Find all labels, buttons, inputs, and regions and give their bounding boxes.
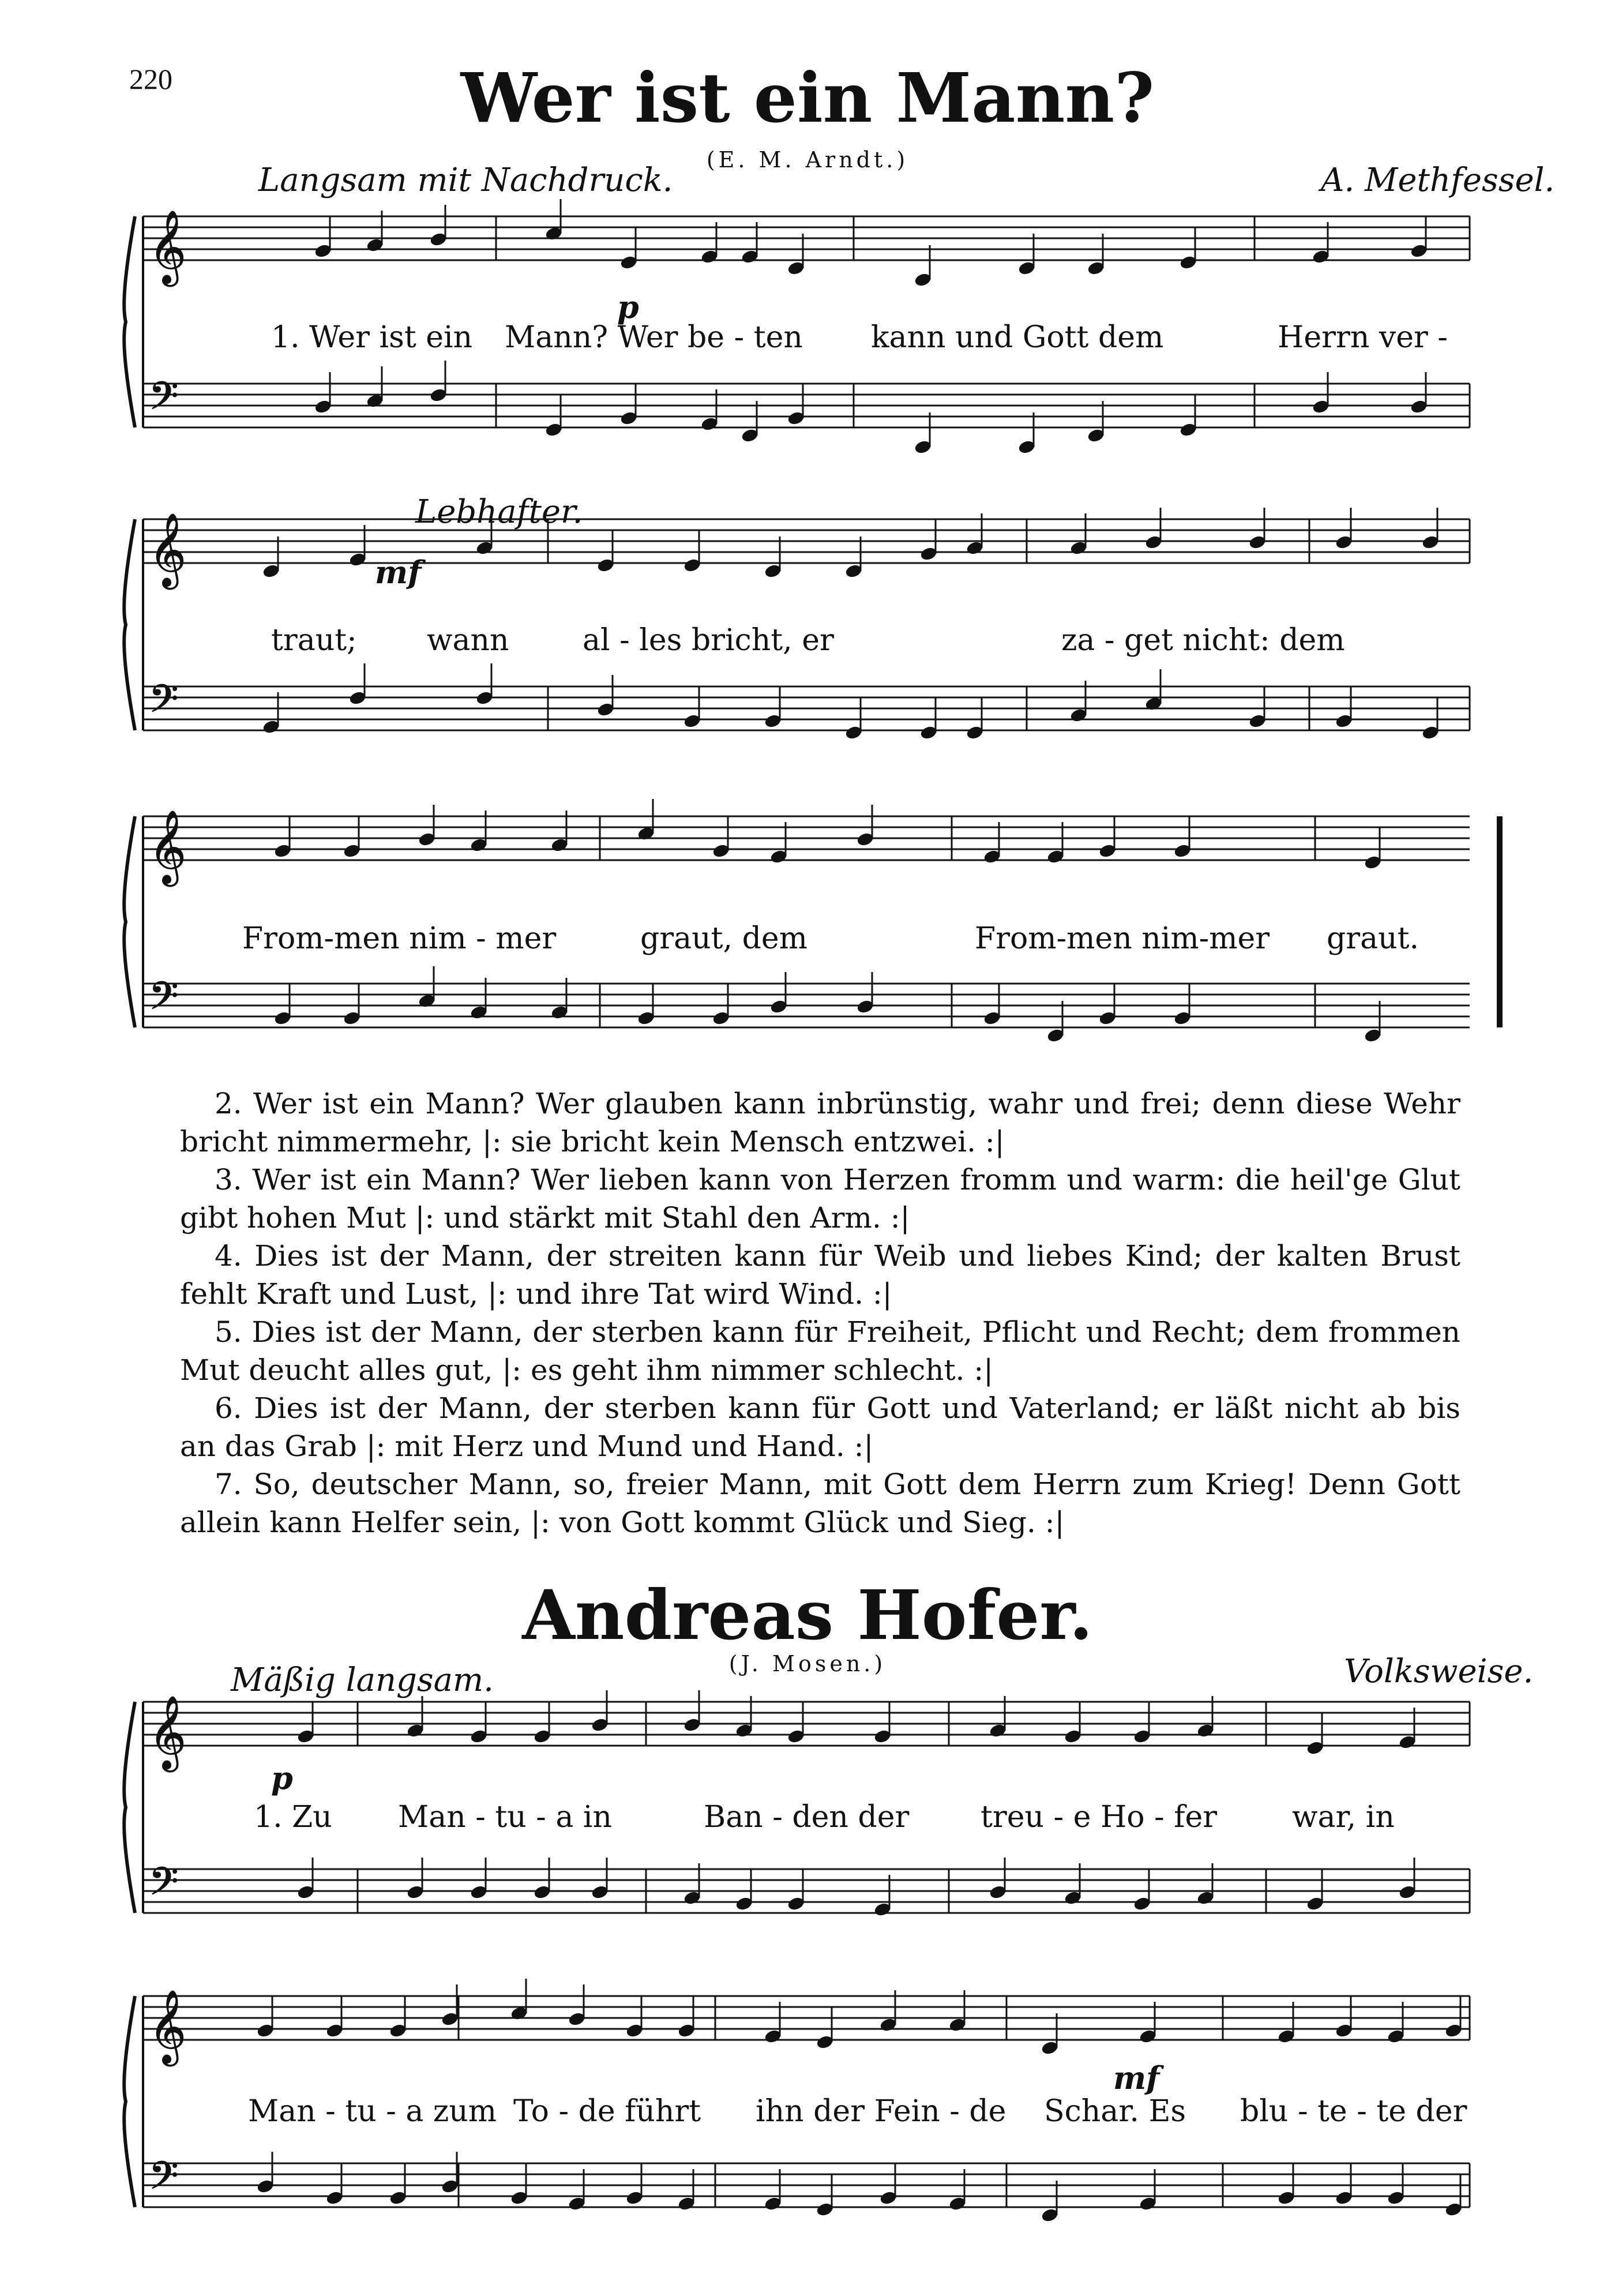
verses-block bbox=[180, 1085, 1460, 1541]
lyricist-arndt: (E. M. Arndt.) bbox=[706, 147, 909, 172]
lyric-segment: Ban - den der bbox=[704, 1800, 910, 1834]
page-number: 220 bbox=[129, 63, 172, 95]
treble-clef-icon: 𝄞 bbox=[149, 209, 187, 283]
verse-3: 3. Wer ist ein Mann? Wer lieben kann von Herzen fromm und warm: die heil'ge Glut gibt hohen Mut |: und stärkt mit Stahl den Arm. :| bbox=[180, 1163, 1460, 1235]
song-title-wer-ist-ein-mann: Wer ist ein Mann? bbox=[460, 58, 1155, 138]
lyric-segment: za - get nicht: dem bbox=[1061, 623, 1345, 658]
treble-clef-icon: 𝄞 bbox=[149, 1989, 187, 2063]
treble-clef-icon: 𝄞 bbox=[149, 809, 187, 883]
lyric-segment: al - les bricht, er bbox=[583, 623, 834, 658]
verse-6: 6. Dies ist der Mann, der sterben kann für Gott und Vaterland; er läßt nicht ab bis an das Grab |: mit Herz und Mund und Hand. :| bbox=[180, 1391, 1460, 1463]
treble-staff bbox=[143, 1702, 1470, 1746]
tempo-marking-1: Langsam mit Nachdruck. bbox=[258, 162, 673, 199]
tempo-marking-lebhafter: Lebhafter. bbox=[415, 493, 583, 531]
brace bbox=[124, 816, 135, 1027]
lyric-segment: graut, dem bbox=[640, 921, 807, 956]
lyricist-mosen: (J. Mosen.) bbox=[728, 1651, 887, 1676]
lyric-segment: ihn der Fein - de bbox=[756, 2094, 1006, 2129]
bass-staff bbox=[143, 384, 1470, 427]
lyric-segment: To - de führt bbox=[513, 2094, 701, 2129]
lyric-segment: blu - te - te der bbox=[1240, 2094, 1467, 2129]
lyric-segment: From-men nim - mer bbox=[242, 921, 557, 956]
verse-4: 4. Dies ist der Mann, der streiten kann für Weib und liebes Kind; der kalten Brust fehlt Kraft und Lust, |: und ihre Tat wird Wind. :| bbox=[180, 1239, 1460, 1311]
treble-staff bbox=[143, 216, 1470, 260]
lyric-segment: Man - tu - a zum bbox=[248, 2094, 497, 2129]
brace bbox=[124, 216, 135, 427]
verse-7: 7. So, deutscher Mann, so, freier Mann, mit Gott dem Herrn zum Krieg! Denn Gott allein kann Helfer sein, |: von Gott kommt Glück und Sieg. :| bbox=[180, 1468, 1460, 1539]
treble-clef-icon: 𝄞 bbox=[149, 512, 187, 586]
lyric-segment: kann und Gott dem bbox=[871, 320, 1164, 355]
lyric-segment: graut. bbox=[1327, 921, 1419, 956]
bass-clef-icon: 𝄢 bbox=[149, 677, 179, 730]
verse-2: 2. Wer ist ein Mann? Wer glauben kann inbrünstig, wahr und frei; denn diese Wehr bricht nimmermehr, |: sie bricht kein Mensch entzwei. :| bbox=[180, 1087, 1460, 1158]
lyric-segment: 1. Zu bbox=[254, 1800, 332, 1834]
lyric-segment: war, in bbox=[1292, 1800, 1395, 1834]
bass-clef-icon: 𝄢 bbox=[149, 974, 179, 1027]
lyric-segment: traut; bbox=[271, 623, 357, 658]
composer-volksweise: Volksweise. bbox=[1344, 1653, 1534, 1690]
lyric-segment: Schar. Es bbox=[1044, 2094, 1186, 2129]
brace bbox=[124, 1702, 135, 1913]
lyric-segment: Mann? Wer be - ten bbox=[505, 320, 803, 355]
bass-staff bbox=[143, 1869, 1470, 1913]
treble-staff bbox=[143, 519, 1470, 563]
lyric-segment: treu - e Ho - fer bbox=[981, 1800, 1218, 1834]
bass-staff bbox=[143, 984, 1470, 1027]
bass-clef-icon: 𝄢 bbox=[149, 2154, 179, 2207]
dynamic-mf-2: mf bbox=[1113, 2059, 1160, 2096]
treble-staff bbox=[143, 816, 1470, 860]
brace bbox=[124, 1996, 135, 2207]
dynamic-mf-1: mf bbox=[375, 554, 422, 591]
lyric-segment: From-men nim-mer bbox=[975, 921, 1270, 956]
bass-clef-icon: 𝄢 bbox=[149, 374, 179, 427]
treble-clef-icon: 𝄞 bbox=[149, 1695, 187, 1769]
lyric-segment: 1. Wer ist ein bbox=[271, 320, 473, 355]
lyric-segment: wann bbox=[427, 623, 509, 658]
song-title-andreas-hofer: Andreas Hofer. bbox=[522, 1575, 1093, 1655]
bass-clef-icon: 𝄢 bbox=[149, 1859, 179, 1913]
tempo-marking-2: Mäßig langsam. bbox=[231, 1661, 494, 1699]
lyric-segment: Man - tu - a in bbox=[398, 1800, 613, 1834]
lyric-segment: Herrn ver - bbox=[1278, 320, 1448, 355]
dynamic-p-1: p bbox=[617, 288, 639, 325]
verse-5: 5. Dies ist der Mann, der sterben kann für Freiheit, Pflicht und Recht; dem frommen Mut deucht alles gut, |: es geht ihm nimmer schlecht. :| bbox=[180, 1315, 1460, 1387]
bass-staff bbox=[143, 686, 1470, 730]
dynamic-p-2: p bbox=[271, 1759, 293, 1796]
composer-methfessel: A. Methfessel. bbox=[1321, 162, 1555, 199]
brace bbox=[124, 519, 135, 730]
